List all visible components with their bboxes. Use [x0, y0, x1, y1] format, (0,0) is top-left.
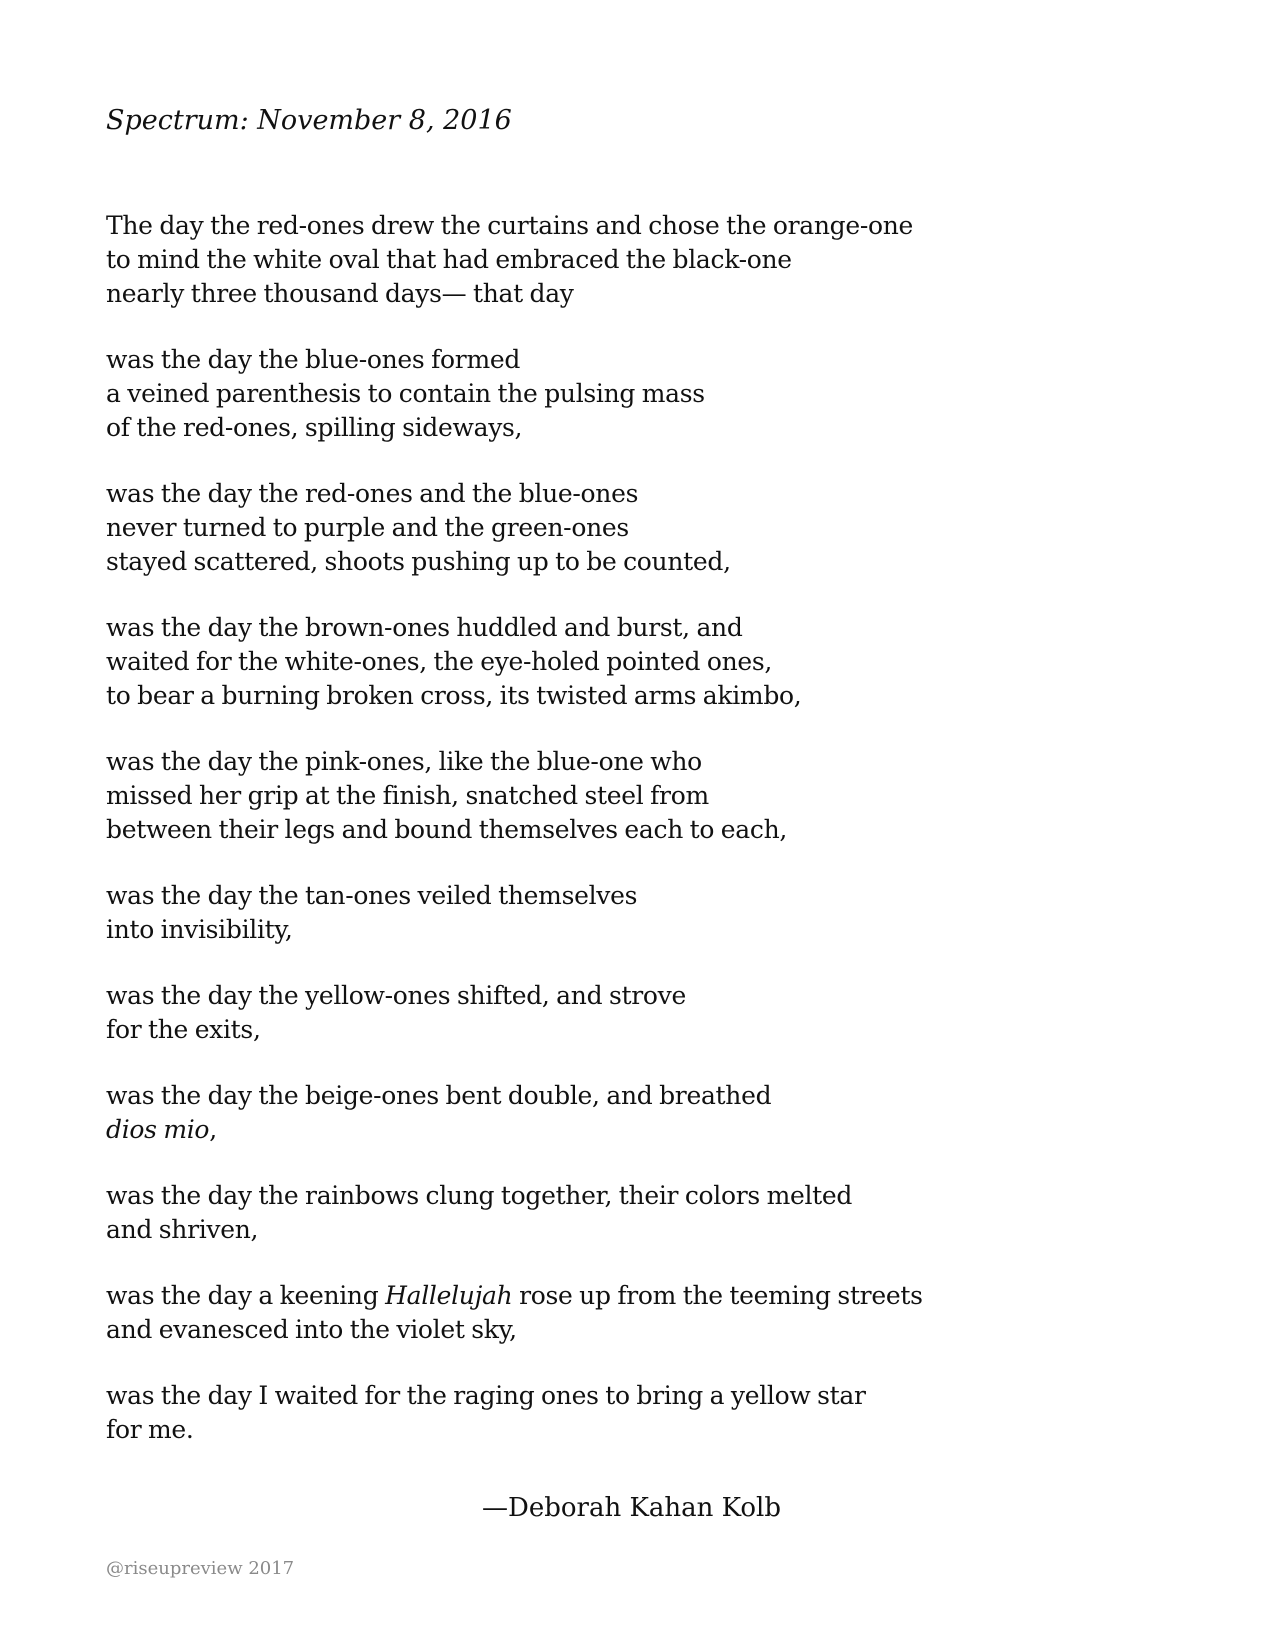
- poem-line: a veined parenthesis to contain the pulsing mass: [106, 379, 705, 408]
- poem-line: nearly three thousand days— that day: [106, 279, 574, 308]
- poem-line: to mind the white oval that had embraced the black-one: [106, 245, 792, 274]
- poem-line: into invisibility,: [106, 915, 293, 944]
- poem-title: Spectrum: November 8, 2016: [106, 105, 512, 136]
- footer-credit: @riseupreview 2017: [106, 1558, 295, 1579]
- poem-line: was the day a keening Hallelujah rose up from the teeming streets: [106, 1281, 923, 1310]
- poem-line: missed her grip at the finish, snatched steel from: [106, 781, 709, 810]
- stanza: [106, 1279, 1206, 1347]
- poem-line: for the exits,: [106, 1015, 261, 1044]
- author-signature: —Deborah Kahan Kolb: [482, 1493, 781, 1523]
- stanza: [106, 343, 1206, 445]
- stanza: [106, 611, 1206, 713]
- stanza: [106, 1079, 1206, 1147]
- stanza: [106, 745, 1206, 847]
- poem-line: was the day the red-ones and the blue-ones: [106, 479, 639, 508]
- emphasized-phrase: dios mio: [106, 1115, 210, 1144]
- poem-line: was the day the blue-ones formed: [106, 345, 521, 374]
- stanza: [106, 1379, 1206, 1447]
- poem-body: [106, 209, 1206, 1479]
- poem-line: was the day the pink-ones, like the blue-one who: [106, 747, 702, 776]
- poem-line: and evanesced into the violet sky,: [106, 1315, 517, 1344]
- stanza: [106, 477, 1206, 579]
- poem-line: stayed scattered, shoots pushing up to be counted,: [106, 547, 731, 576]
- poem-line: was the day the tan-ones veiled themselves: [106, 881, 638, 910]
- stanza: [106, 979, 1206, 1047]
- poem-line: to bear a burning broken cross, its twisted arms akimbo,: [106, 681, 802, 710]
- poem-line: never turned to purple and the green-ones: [106, 513, 629, 542]
- poem-line: between their legs and bound themselves each to each,: [106, 815, 788, 844]
- poem-line: was the day the rainbows clung together, their colors melted: [106, 1181, 853, 1210]
- poem-line: dios mio,: [106, 1115, 217, 1144]
- poem-line: of the red-ones, spilling sideways,: [106, 413, 523, 442]
- stanza: [106, 1179, 1206, 1247]
- poem-line: was the day the brown-ones huddled and burst, and: [106, 613, 743, 642]
- stanza: [106, 209, 1206, 311]
- poem-line: was the day the yellow-ones shifted, and strove: [106, 981, 686, 1010]
- poem-line: waited for the white-ones, the eye-holed pointed ones,: [106, 647, 773, 676]
- emphasized-phrase: Hallelujah: [385, 1281, 513, 1310]
- poem-line: was the day the beige-ones bent double, and breathed: [106, 1081, 772, 1110]
- stanza: [106, 879, 1206, 947]
- poem-line: and shriven,: [106, 1215, 259, 1244]
- poem-line: was the day I waited for the raging ones to bring a yellow star: [106, 1381, 866, 1410]
- poem-line: The day the red-ones drew the curtains and chose the orange-one: [106, 211, 914, 240]
- poem-line: for me.: [106, 1415, 194, 1444]
